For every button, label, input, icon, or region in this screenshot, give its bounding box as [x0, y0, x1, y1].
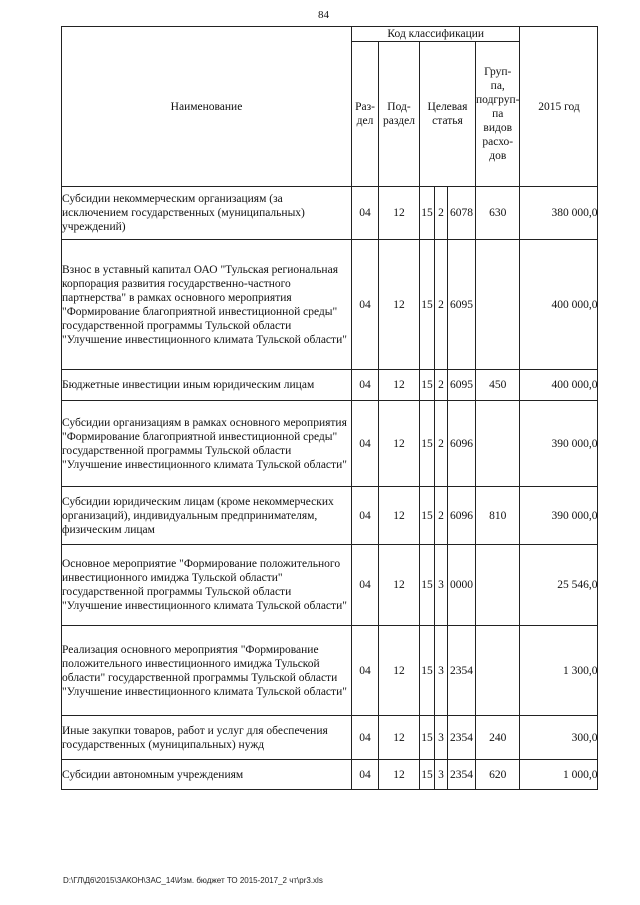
row-section: 04	[352, 760, 379, 790]
row-name: Субсидии организациям в рамках основного мероприятия "Формирование благоприятной инвестиционной среды" государственной программы Тульской области "Улучшение инвестиционного климата Тульской области"	[62, 401, 352, 487]
row-target-subprogram: 2	[435, 370, 448, 401]
row-target-program: 15	[420, 760, 435, 790]
header-classification: Код классификации	[352, 27, 520, 42]
row-name: Иные закупки товаров, работ и услуг для обеспечения государственных (муниципальных) нужд	[62, 716, 352, 760]
table-row	[62, 401, 598, 487]
row-name: Бюджетные инвестиции иным юридическим лицам	[62, 370, 352, 401]
header-target: Целевая статья	[420, 42, 476, 187]
header-subsection: Под- раздел	[379, 42, 420, 187]
row-target-code: 2354	[448, 760, 476, 790]
row-expense-group	[476, 626, 520, 716]
row-amount: 390 000,0	[520, 487, 598, 545]
row-amount: 1 000,0	[520, 760, 598, 790]
row-section: 04	[352, 626, 379, 716]
row-amount: 300,0	[520, 716, 598, 760]
row-subsection: 12	[379, 240, 420, 370]
row-target-subprogram: 3	[435, 545, 448, 626]
table-row	[62, 240, 598, 370]
row-target-subprogram: 2	[435, 401, 448, 487]
budget-table	[61, 26, 598, 790]
row-target-subprogram: 2	[435, 240, 448, 370]
table-row	[62, 187, 598, 240]
row-target-program: 15	[420, 370, 435, 401]
row-subsection: 12	[379, 370, 420, 401]
row-amount: 380 000,0	[520, 187, 598, 240]
row-target-subprogram: 3	[435, 626, 448, 716]
row-subsection: 12	[379, 626, 420, 716]
row-subsection: 12	[379, 487, 420, 545]
row-section: 04	[352, 240, 379, 370]
row-amount: 1 300,0	[520, 626, 598, 716]
header-section: Раз- дел	[352, 42, 379, 187]
row-expense-group	[476, 401, 520, 487]
row-subsection: 12	[379, 545, 420, 626]
row-subsection: 12	[379, 401, 420, 487]
row-expense-group: 620	[476, 760, 520, 790]
row-target-program: 15	[420, 626, 435, 716]
row-target-subprogram: 3	[435, 760, 448, 790]
row-amount: 390 000,0	[520, 401, 598, 487]
table-body	[62, 187, 598, 790]
row-amount: 400 000,0	[520, 370, 598, 401]
row-target-subprogram: 3	[435, 716, 448, 760]
row-name: Взнос в уставный капитал ОАО "Тульская региональная корпорация развития государственно-частного партнерства" в рамках основного мероприятия "Формирование благоприятной инвестиционной среды" государственной программы Тульской области "Улучшение инвестиционного климата Тульской области"	[62, 240, 352, 370]
row-target-code: 6095	[448, 370, 476, 401]
table-row	[62, 626, 598, 716]
row-subsection: 12	[379, 760, 420, 790]
row-section: 04	[352, 487, 379, 545]
table-row	[62, 716, 598, 760]
row-name: Субсидии автономным учреждениям	[62, 760, 352, 790]
row-target-program: 15	[420, 545, 435, 626]
row-name: Реализация основного мероприятия "Формирование положительного инвестиционного имиджа Тульской области" государственной программы Тульской области "Улучшение инвестиционного климата Тульской области"	[62, 626, 352, 716]
row-name: Субсидии некоммерческим организациям (за исключением государственных (муниципальных) учреждений)	[62, 187, 352, 240]
row-name: Субсидии юридическим лицам (кроме некоммерческих организаций), индивидуальным предпринимателям, физическим лицам	[62, 487, 352, 545]
table-row	[62, 487, 598, 545]
row-target-code: 0000	[448, 545, 476, 626]
row-section: 04	[352, 716, 379, 760]
row-expense-group: 240	[476, 716, 520, 760]
row-section: 04	[352, 187, 379, 240]
row-expense-group	[476, 545, 520, 626]
row-expense-group: 810	[476, 487, 520, 545]
row-amount: 400 000,0	[520, 240, 598, 370]
table-row	[62, 370, 598, 401]
row-target-program: 15	[420, 187, 435, 240]
row-target-program: 15	[420, 487, 435, 545]
header-year: 2015 год	[520, 27, 598, 187]
row-target-program: 15	[420, 240, 435, 370]
row-target-code: 2354	[448, 626, 476, 716]
row-target-code: 6096	[448, 401, 476, 487]
row-expense-group: 450	[476, 370, 520, 401]
file-path-footer: D:\ГЛ\Д6\2015\ЗАКОН\ЗАС_14\Изм. бюджет ТО 2015-2017_2 чт\pr3.xls	[63, 876, 323, 885]
row-target-code: 6095	[448, 240, 476, 370]
row-section: 04	[352, 370, 379, 401]
row-section: 04	[352, 401, 379, 487]
row-target-code: 2354	[448, 716, 476, 760]
row-expense-group: 630	[476, 187, 520, 240]
row-target-program: 15	[420, 401, 435, 487]
header-name: Наименование	[62, 27, 352, 187]
row-subsection: 12	[379, 187, 420, 240]
row-target-program: 15	[420, 716, 435, 760]
row-target-code: 6078	[448, 187, 476, 240]
row-target-subprogram: 2	[435, 187, 448, 240]
row-section: 04	[352, 545, 379, 626]
page-number: 84	[318, 9, 329, 21]
table-row	[62, 545, 598, 626]
header-group: Груп- па, подгруп- па видов расхо- дов	[476, 42, 520, 187]
table-row	[62, 760, 598, 790]
row-expense-group	[476, 240, 520, 370]
row-target-subprogram: 2	[435, 487, 448, 545]
row-target-code: 6096	[448, 487, 476, 545]
row-name: Основное мероприятие "Формирование положительного инвестиционного имиджа Тульской области" государственной программы Тульской области "Улучшение инвестиционного климата Тульской области"	[62, 545, 352, 626]
row-amount: 25 546,0	[520, 545, 598, 626]
row-subsection: 12	[379, 716, 420, 760]
